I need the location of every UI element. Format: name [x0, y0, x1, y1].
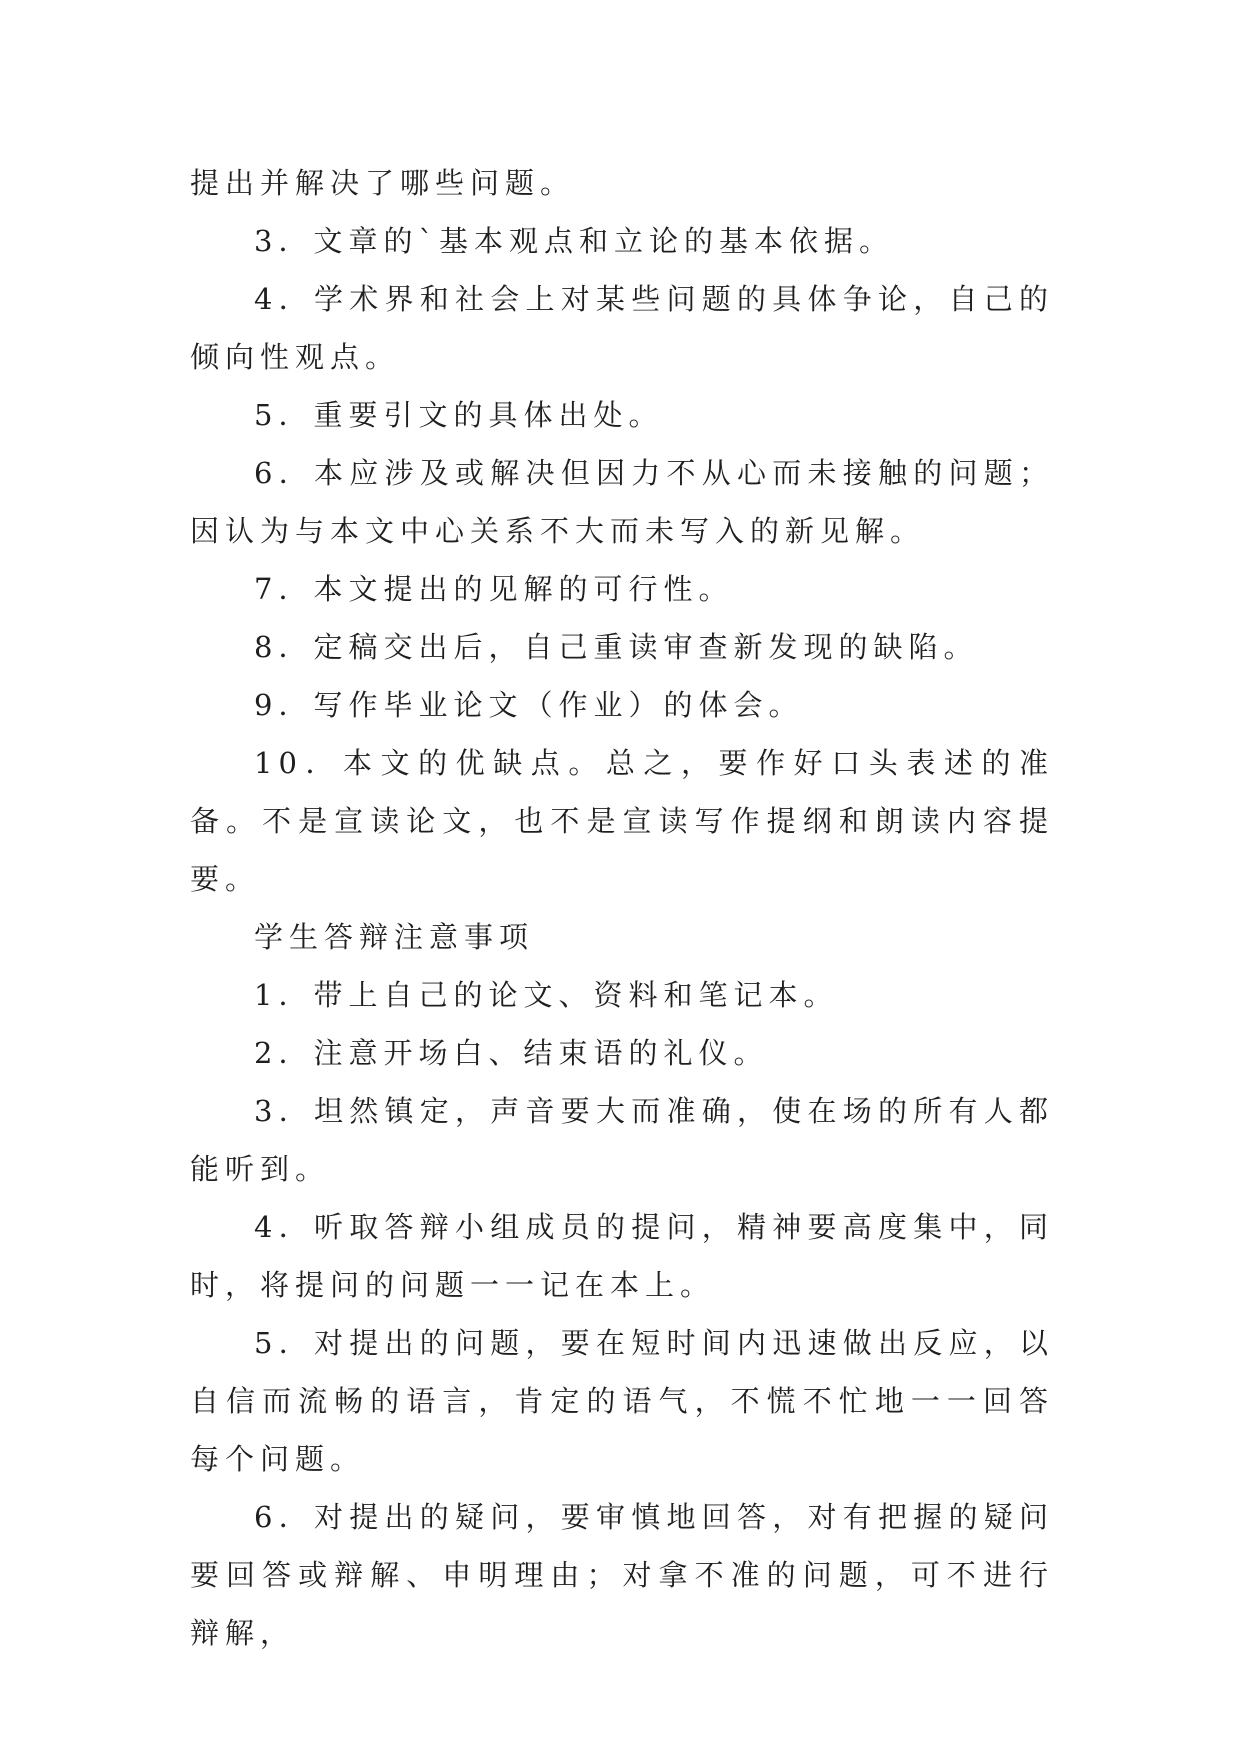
paragraph-continuation: 提出并解决了哪些问题。: [190, 166, 576, 200]
paragraph-item-10: 10．本文的优缺点。总之，要作好口头表述的准备。不是宣读论文，也不是宣读写作提纲和朗读内容提要。: [190, 746, 1054, 896]
paragraph-item-8: 8．定稿交出后，自己重读审查新发现的缺陷。: [254, 630, 979, 664]
notice-item-3: 3．坦然镇定，声音要大而准确，使在场的所有人都能听到。: [190, 1094, 1054, 1186]
notice-item-2: 2．注意开场白、结束语的礼仪。: [254, 1036, 769, 1070]
notice-item-4: 4．听取答辩小组成员的提问，精神要高度集中，同时，将提问的问题一一记在本上。: [190, 1210, 1054, 1302]
paragraph-item-4: 4．学术界和社会上对某些问题的具体争论，自己的倾向性观点。: [190, 282, 1054, 374]
section-heading: 学生答辩注意事项: [254, 920, 535, 954]
document-body: [190, 154, 1054, 1662]
paragraph-item-3: 3．文章的`基本观点和立论的基本依据。: [254, 224, 894, 258]
notice-item-6: 6．对提出的疑问，要审慎地回答，对有把握的疑问要回答或辩解、申明理由；对拿不准的问题，可不进行辩解，: [190, 1500, 1054, 1650]
paragraph-item-9: 9．写作毕业论文（作业）的体会。: [254, 688, 804, 722]
notice-item-1: 1．带上自己的论文、资料和笔记本。: [254, 978, 839, 1012]
paragraph-item-5: 5．重要引文的具体出处。: [254, 398, 664, 432]
paragraph-item-6: 6．本应涉及或解决但因力不从心而未接触的问题；因认为与本文中心关系不大而未写入的新见解。: [190, 456, 1054, 548]
paragraph-item-7: 7．本文提出的见解的可行性。: [254, 572, 734, 606]
notice-item-5: 5．对提出的问题，要在短时间内迅速做出反应，以自信而流畅的语言，肯定的语气，不慌不忙地一一回答每个问题。: [190, 1326, 1054, 1476]
